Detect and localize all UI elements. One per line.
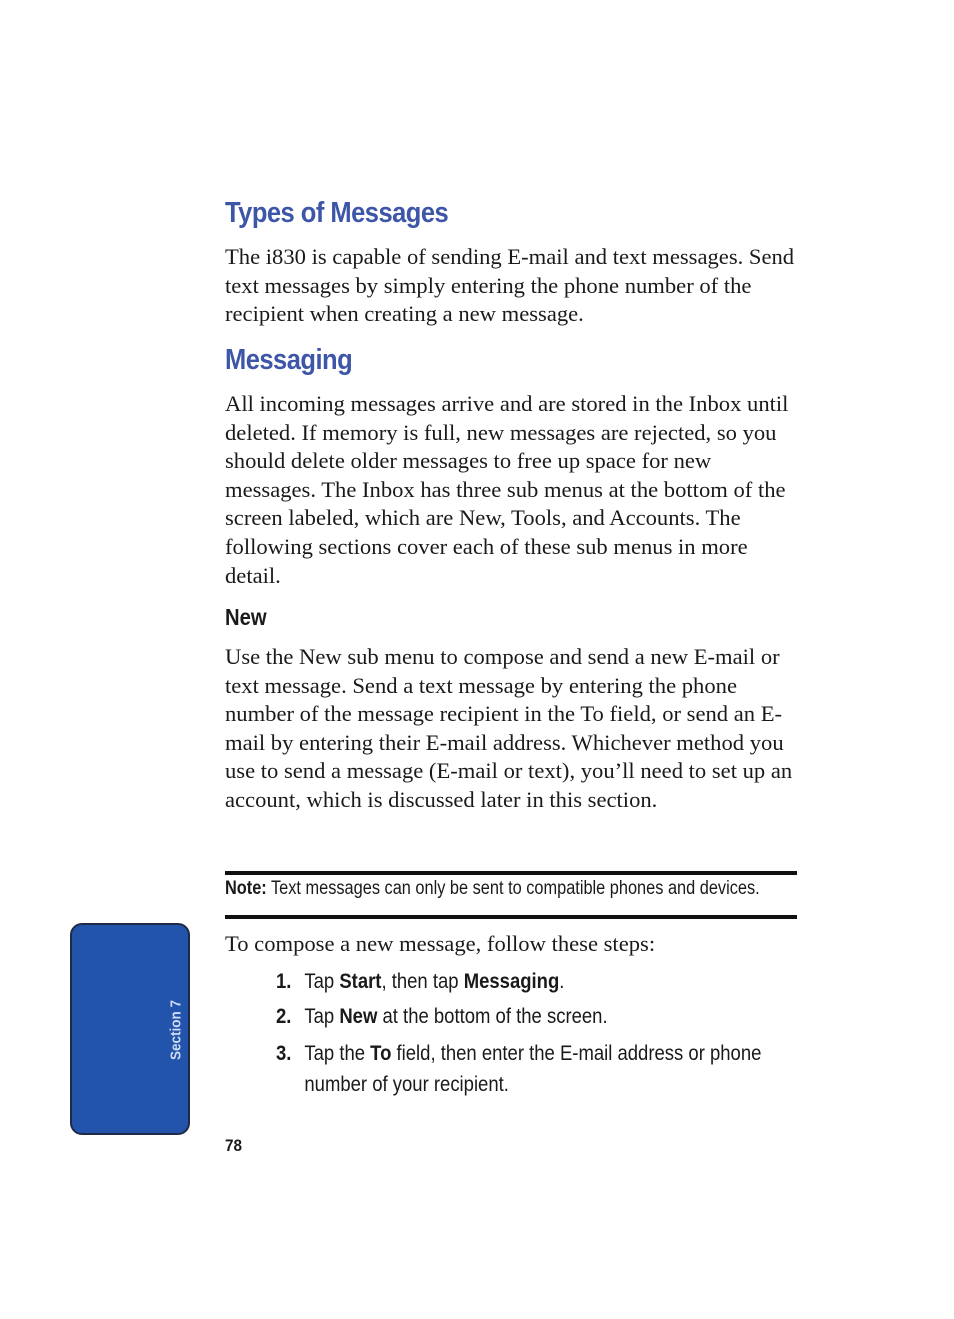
- step-text: Tap: [304, 969, 340, 993]
- note-label: Note:: [225, 878, 267, 899]
- section-tab-label: Section 7: [167, 999, 185, 1061]
- step-item: [276, 966, 809, 997]
- paragraph-messaging: All incoming messages arrive and are stored in the Inbox until deleted. If memory is full, new messages are rejected, so you should delete older messages to free up space for new messages. The Inbox has three sub menus at the bottom of the screen labeled, which are New, Tools, and Accounts. The following sections cover each of these sub menus in more detail.: [225, 391, 789, 588]
- note-box: [225, 876, 775, 902]
- step-keyword: To: [370, 1041, 392, 1065]
- step-text: at the bottom of the screen.: [377, 1004, 608, 1028]
- step-keyword: Messaging: [463, 969, 560, 993]
- step-number: 2.: [276, 1004, 292, 1028]
- step-number: 1.: [276, 969, 292, 993]
- heading-messaging: Messaging: [225, 344, 353, 376]
- heading-new: New: [225, 604, 267, 630]
- note-text: Text messages can only be sent to compatible phones and devices.: [266, 878, 760, 899]
- step-item: [276, 1001, 809, 1032]
- paragraph-new: Use the New sub menu to compose and send a new E-mail or text message. Send a text message by entering the phone number of the message recipient in the To field, or send an E-mail by entering their E-mail address. Whichever method you use to send a message (E-mail or text), you’ll need to set up an account, which is discussed later in this section.: [225, 644, 793, 812]
- step-text: .: [559, 969, 565, 993]
- step-keyword: Start: [339, 969, 382, 993]
- step-number: 3.: [276, 1041, 292, 1065]
- steps-intro: To compose a new message, follow these steps:: [225, 931, 656, 956]
- heading-types-of-messages: Types of Messages: [225, 197, 449, 229]
- steps-list: [276, 966, 896, 1100]
- step-text: field, then enter the E-mail address or phone number of your recipient.: [304, 1041, 762, 1096]
- step-item: [276, 1038, 786, 1100]
- paragraph-types-of-messages: The i830 is capable of sending E-mail and text messages. Send text messages by simply entering the phone number of the recipient when creating a new message.: [225, 244, 795, 327]
- step-keyword: New: [339, 1004, 378, 1028]
- step-text: Tap the: [304, 1041, 371, 1065]
- note-top-rule: [225, 871, 797, 875]
- page-number: 78: [225, 1136, 243, 1155]
- step-text: , then tap: [381, 969, 464, 993]
- note-bottom-rule: [225, 915, 797, 919]
- step-text: Tap: [304, 1004, 340, 1028]
